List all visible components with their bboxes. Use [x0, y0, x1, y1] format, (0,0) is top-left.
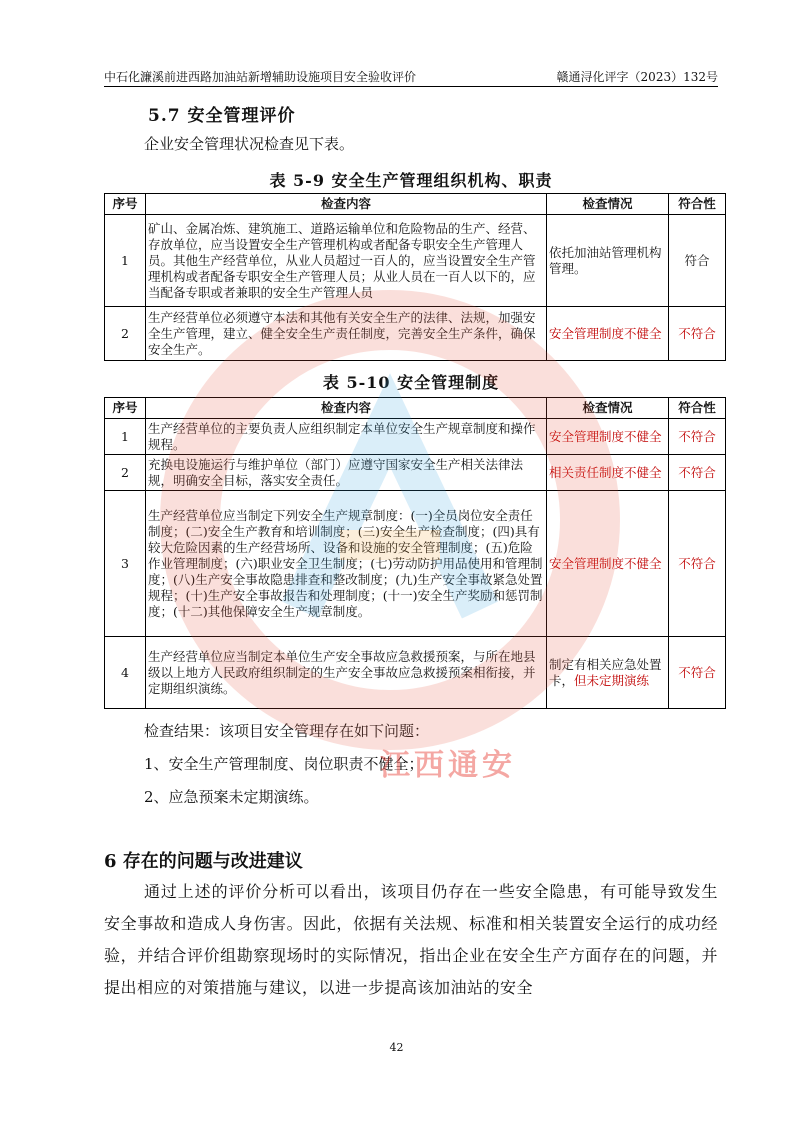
- row-check: 安全管理制度不健全: [547, 419, 669, 455]
- col-header-check: 检查情况: [547, 194, 669, 215]
- row-content: 矿山、金属冶炼、建筑施工、道路运输单位和危险物品的生产、经营、存放单位，应当设置安全生产管理机构或者配备专职安全生产管理人员。其他生产经营单位，从业人员超过一百人的，应当设置安全生产管理机构或者配备专职安全生产管理人员；从业人员在一百人以下的，应当配备专职或者兼职的安全生产管理人员: [146, 215, 547, 307]
- row-result: 符合: [669, 215, 726, 307]
- row-check-warning: 但未定期演练: [574, 672, 650, 688]
- header-divider: [104, 86, 718, 87]
- col-header-no: 序号: [105, 194, 146, 215]
- row-result: 不符合: [669, 491, 726, 637]
- header-left-title: 中石化濂溪前进西路加油站新增辅助设施项目安全验收评价: [104, 70, 417, 84]
- col-header-content: 检查内容: [146, 194, 547, 215]
- col-header-result: 符合性: [669, 398, 726, 419]
- finding-item: 2、应急预案未定期演练。: [144, 788, 319, 806]
- table-header-row: [105, 398, 726, 419]
- row-check: 相关责任制度不健全: [547, 455, 669, 491]
- table-row: [105, 455, 726, 491]
- table1-title: 表 5-9 安全生产管理组织机构、职责: [269, 171, 553, 190]
- table-safety-organization: [104, 193, 726, 361]
- table2-title: 表 5-10 安全管理制度: [322, 373, 500, 392]
- row-result: 不符合: [669, 637, 726, 709]
- table-row: [105, 307, 726, 361]
- row-result: 不符合: [669, 419, 726, 455]
- section-title: 5.7 安全管理评价: [148, 106, 296, 126]
- section-intro: 企业安全管理状况检查见下表。: [144, 135, 355, 153]
- finding-item: 1、安全生产管理制度、岗位职责不健全；: [144, 755, 424, 773]
- chapter-title: 6 存在的问题与改进建议: [104, 851, 303, 872]
- header-report-number: 赣通浔化评字（2023）132号: [556, 70, 718, 84]
- row-check: 安全管理制度不健全: [547, 491, 669, 637]
- watermark-text: 江西通安: [380, 748, 516, 783]
- page-header: [104, 68, 718, 85]
- col-header-check: 检查情况: [547, 398, 669, 419]
- row-content: 充换电设施运行与维护单位（部门）应遵守国家安全生产相关法律法规，明确安全目标，落实安全责任。: [146, 455, 547, 491]
- col-header-result: 符合性: [669, 194, 726, 215]
- row-number: 2: [105, 307, 146, 361]
- row-content: 生产经营单位应当制定下列安全生产规章制度：(一)全员岗位安全责任制度；(二)安全生产教育和培训制度；(三)安全生产检查制度；(四)具有较大危险因素的生产经营场所、设备和设施的安全管理制度；(五)危险作业管理制度；(六)职业安全卫生制度；(七)劳动防护用品使用和管理制度；(八)生产安全事故隐患排查和整改制度；(九)生产安全事故紧急处置规程；(十)生产安全事故报告和处理制度；(十一)安全生产奖励和惩罚制度；(十二)其他保障安全生产规章制度。: [146, 491, 547, 637]
- col-header-no: 序号: [105, 398, 146, 419]
- page-number: 42: [389, 1041, 404, 1054]
- table-header-row: [105, 194, 726, 215]
- col-header-content: 检查内容: [146, 398, 547, 419]
- row-number: 1: [105, 419, 146, 455]
- table-row: [105, 419, 726, 455]
- table-row: [105, 491, 726, 637]
- chapter-body: 通过上述的评价分析可以看出，该项目仍存在一些安全隐患，有可能导致发生安全事故和造成人身伤害。因此，依据有关法规、标准和相关装置安全运行的成功经验，并结合评价组勘察现场时的实际情况，指出企业在安全生产方面存在的问题，并提出相应的对策措施与建议，以进一步提高该加油站的安全: [104, 882, 718, 997]
- row-number: 2: [105, 455, 146, 491]
- row-result: 不符合: [669, 455, 726, 491]
- row-check-text: 制定有相关应急处置卡，: [549, 656, 662, 688]
- row-number: 4: [105, 637, 146, 709]
- row-content: 生产经营单位的主要负责人应组织制定本单位安全生产规章制度和操作规程。: [146, 419, 547, 455]
- table-row: [105, 637, 726, 709]
- row-check: 安全管理制度不健全: [547, 307, 669, 361]
- row-check: [547, 637, 669, 709]
- row-number: 1: [105, 215, 146, 307]
- table-row: [105, 215, 726, 307]
- findings-summary: 检查结果：该项目安全管理存在如下问题：: [144, 722, 430, 740]
- row-check: 依托加油站管理机构管理。: [547, 215, 669, 307]
- table-safety-rules: [104, 397, 726, 709]
- row-number: 3: [105, 491, 146, 637]
- row-result: 不符合: [669, 307, 726, 361]
- row-content: 生产经营单位应当制定本单位生产安全事故应急救援预案，与所在地县级以上地方人民政府组织制定的生产安全事故应急救援预案相衔接，并定期组织演练。: [146, 637, 547, 709]
- row-content: 生产经营单位必须遵守本法和其他有关安全生产的法律、法规，加强安全生产管理，建立、健全安全生产责任制度，完善安全生产条件，确保安全生产。: [146, 307, 547, 361]
